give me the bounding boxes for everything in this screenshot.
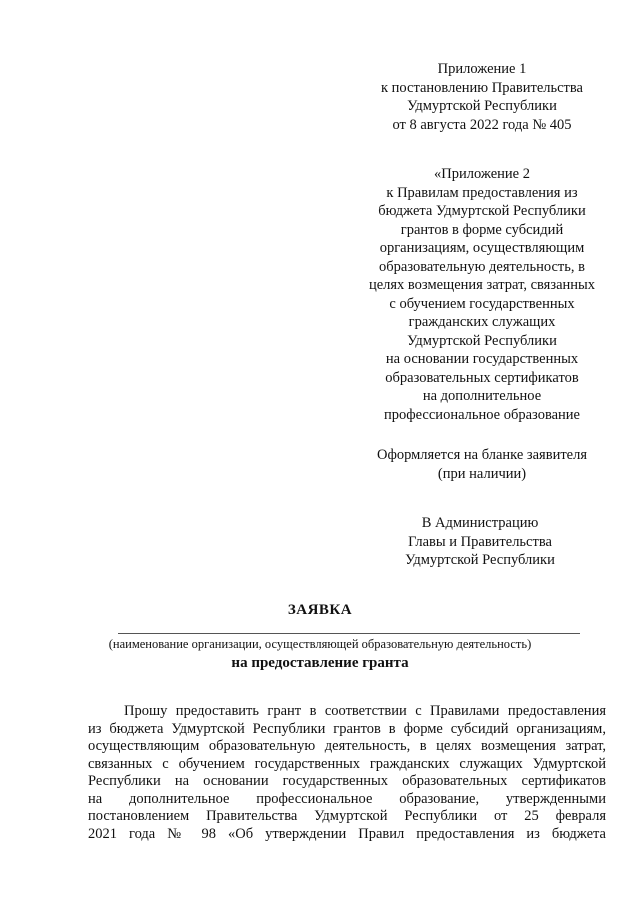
appendix-2-line: «Приложение 2 — [434, 166, 530, 182]
appendix-2-header — [362, 165, 602, 424]
appendix-1-line: к постановлению Правительства — [381, 79, 583, 96]
organization-name-underline — [118, 633, 580, 634]
body-line: Республики на основании государственных образовательных сертификатов — [88, 773, 606, 789]
appendix-2-line: целях возмещения затрат, связанных — [368, 277, 596, 293]
appendix-1-line: Приложение 1 — [437, 61, 527, 77]
body-line: Прошу предоставить грант в соответствии с Правилами предоставления — [124, 703, 606, 719]
appendix-2-line: профессиональное образование — [383, 406, 580, 423]
appendix-2-line: образовательных сертификатов — [385, 369, 579, 386]
appendix-2-line: грантов в форме субсидий — [400, 221, 564, 238]
appendix-2-line: к Правилам предоставления из — [386, 184, 578, 201]
addressee-line: Удмуртской Республики — [405, 552, 555, 568]
appendix-2-line: образовательную деятельность, в — [379, 258, 585, 275]
addressee-block — [390, 514, 570, 570]
appendix-2-line: на дополнительное — [422, 388, 542, 404]
appendix-1-line: Удмуртской Республики — [407, 98, 557, 114]
letterhead-note-line: (при наличии) — [437, 465, 527, 482]
appendix-2-line: организациям, осуществляющим — [379, 240, 585, 256]
body-line: постановлением Правительства Удмуртской Республики от 25 февраля — [88, 808, 606, 824]
appendix-2-line: с обучением государственных — [389, 295, 575, 312]
document-title: ЗАЯВКА — [287, 602, 353, 618]
appendix-2-line: на основании государственных — [385, 351, 579, 367]
organization-name-hint: (наименование организации, осуществляющей образовательную деятельность) — [108, 637, 532, 651]
body-line: осуществляющим образовательную деятельность, в целях возмещения затрат, — [88, 738, 606, 754]
body-line: 2021 года № 98 «Об утверждении Правил предоставления из бюджета — [88, 825, 606, 842]
appendix-1-line: от 8 августа 2022 года № 405 — [392, 116, 572, 133]
letterhead-note — [362, 446, 602, 483]
document-subtitle: на предоставление гранта — [231, 655, 409, 671]
appendix-2-line: бюджета Удмуртской Республики — [378, 203, 586, 219]
addressee-line: В Администрацию — [421, 515, 539, 531]
appendix-2-line: гражданских служащих — [408, 314, 556, 330]
body-line: из бюджета Удмуртской Республики грантов в форме субсидий организациям, — [88, 720, 606, 737]
addressee-line: Главы и Правительства — [408, 533, 552, 550]
appendix-2-line: Удмуртской Республики — [407, 332, 557, 349]
request-body-paragraph — [88, 703, 606, 843]
body-line: связанных с обучением государственных гражданских служащих Удмуртской — [88, 755, 606, 772]
letterhead-note-line: Оформляется на бланке заявителя — [376, 447, 588, 463]
appendix-1-header — [362, 60, 602, 134]
body-line: на дополнительное профессиональное образование, утвержденными — [88, 790, 606, 807]
